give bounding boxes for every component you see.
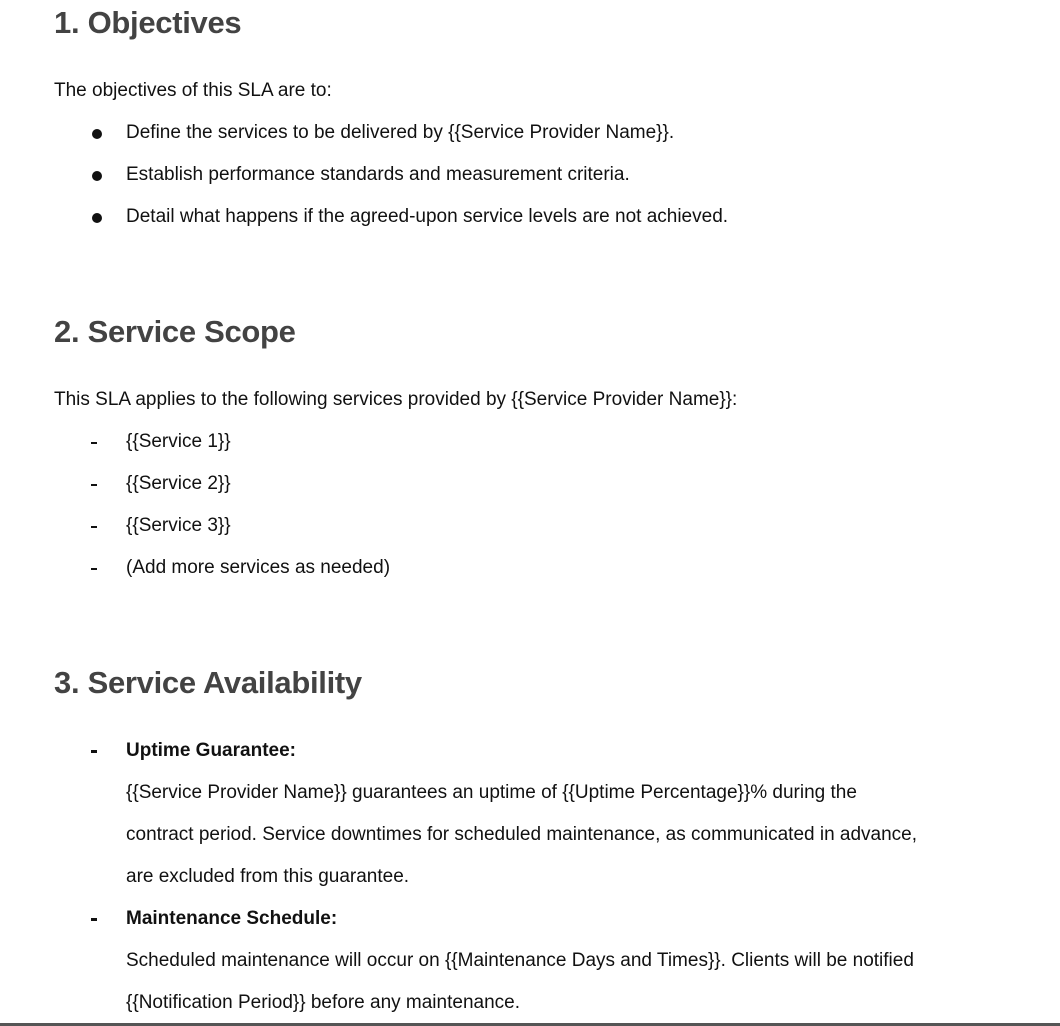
list-item: {{Service 2}} <box>0 472 1060 496</box>
uptime-guarantee-line: are excluded from this guarantee. <box>126 866 410 887</box>
list-item-uptime-guarantee <box>0 739 1060 763</box>
list-item: Establish performance standards and measurement criteria. <box>0 163 1060 187</box>
list-item: {{Service 3}} <box>0 514 1060 538</box>
dash-icon <box>91 918 97 921</box>
uptime-guarantee-line: contract period. Service downtimes for scheduled maintenance, as communicated in advance, <box>126 824 918 845</box>
bullet-icon <box>92 129 102 139</box>
list-item: Detail what happens if the agreed-upon service levels are not achieved. <box>0 205 1060 229</box>
uptime-guarantee-label: Uptime Guarantee: <box>126 740 296 761</box>
section-heading-service-availability: 3. Service Availability <box>54 665 362 700</box>
maintenance-schedule-label: Maintenance Schedule: <box>126 908 338 929</box>
list-item: (Add more services as needed) <box>0 556 1060 580</box>
bullet-icon <box>92 171 102 181</box>
dash-icon <box>91 484 97 486</box>
list-item-maintenance-schedule <box>0 907 1060 931</box>
bullet-icon <box>92 213 102 223</box>
uptime-guarantee-line: {{Service Provider Name}} guarantees an uptime of {{Uptime Percentage}}% during the <box>126 782 857 803</box>
list-item: Define the services to be delivered by {{Service Provider Name}}. <box>0 121 1060 145</box>
dash-icon <box>91 750 97 753</box>
maintenance-schedule-line: {{Notification Period}} before any maintenance. <box>126 992 520 1013</box>
section-heading-objectives: 1. Objectives <box>54 5 242 40</box>
dash-icon <box>91 442 97 444</box>
objectives-intro: The objectives of this SLA are to: <box>54 80 332 101</box>
maintenance-schedule-line: Scheduled maintenance will occur on {{Maintenance Days and Times}}. Clients will be notified <box>126 950 914 971</box>
section-heading-service-scope: 2. Service Scope <box>54 314 296 349</box>
service-scope-intro: This SLA applies to the following services provided by {{Service Provider Name}}: <box>54 389 738 410</box>
list-item: {{Service 1}} <box>0 430 1060 454</box>
dash-icon <box>91 568 97 570</box>
dash-icon <box>91 526 97 528</box>
